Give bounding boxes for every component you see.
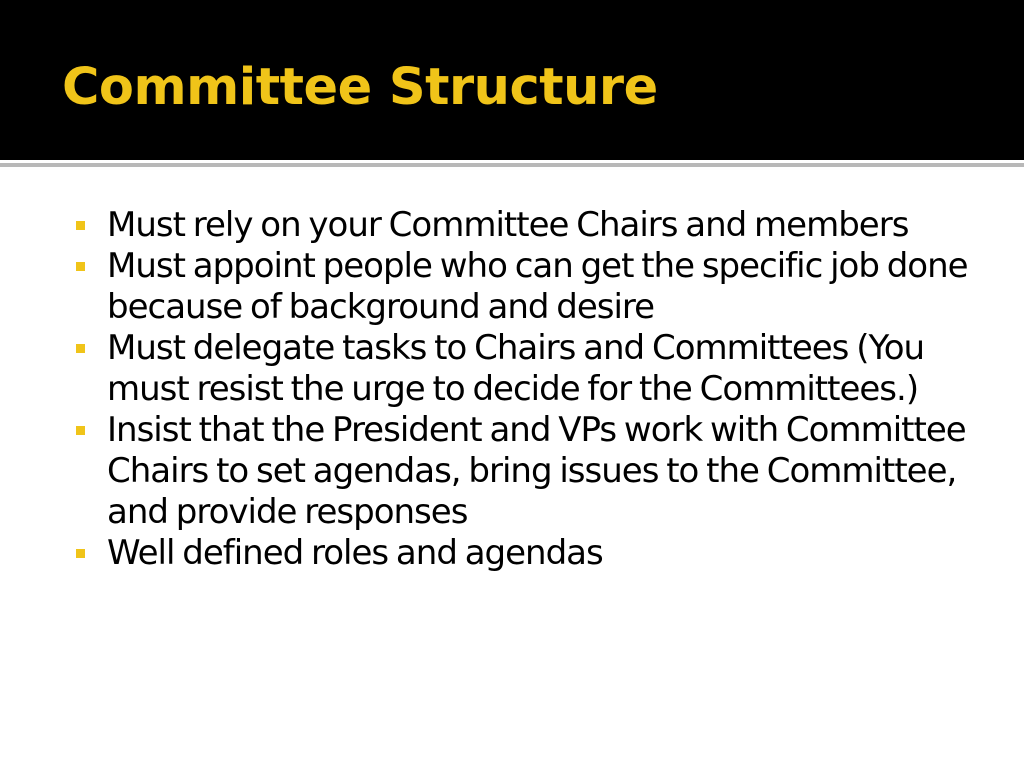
- bullet-item: [72, 246, 972, 328]
- bullet-list: [72, 205, 972, 574]
- bullet-text: Insist that the President and VPs work with Committee Chairs to set agendas, bring issues to the Committee, and provide responses: [107, 410, 966, 532]
- title-bar: [0, 0, 1024, 160]
- bullet-text: Must appoint people who can get the specific job done because of background and desire: [107, 246, 968, 327]
- square-bullet-icon: [76, 262, 85, 271]
- title-divider-rule: [0, 163, 1024, 167]
- bullet-item: [72, 205, 972, 246]
- bullet-item: [72, 533, 972, 574]
- slide-title: Committee Structure: [62, 58, 658, 117]
- square-bullet-icon: [76, 221, 85, 230]
- bullet-item: [72, 328, 972, 410]
- bullet-item: [72, 410, 972, 533]
- square-bullet-icon: [76, 426, 85, 435]
- bullet-text: Must delegate tasks to Chairs and Committees (You must resist the urge to decide for the Committees.): [107, 328, 925, 409]
- bullet-text: Must rely on your Committee Chairs and members: [107, 205, 909, 245]
- bullet-text: Well defined roles and agendas: [107, 533, 603, 573]
- square-bullet-icon: [76, 549, 85, 558]
- square-bullet-icon: [76, 344, 85, 353]
